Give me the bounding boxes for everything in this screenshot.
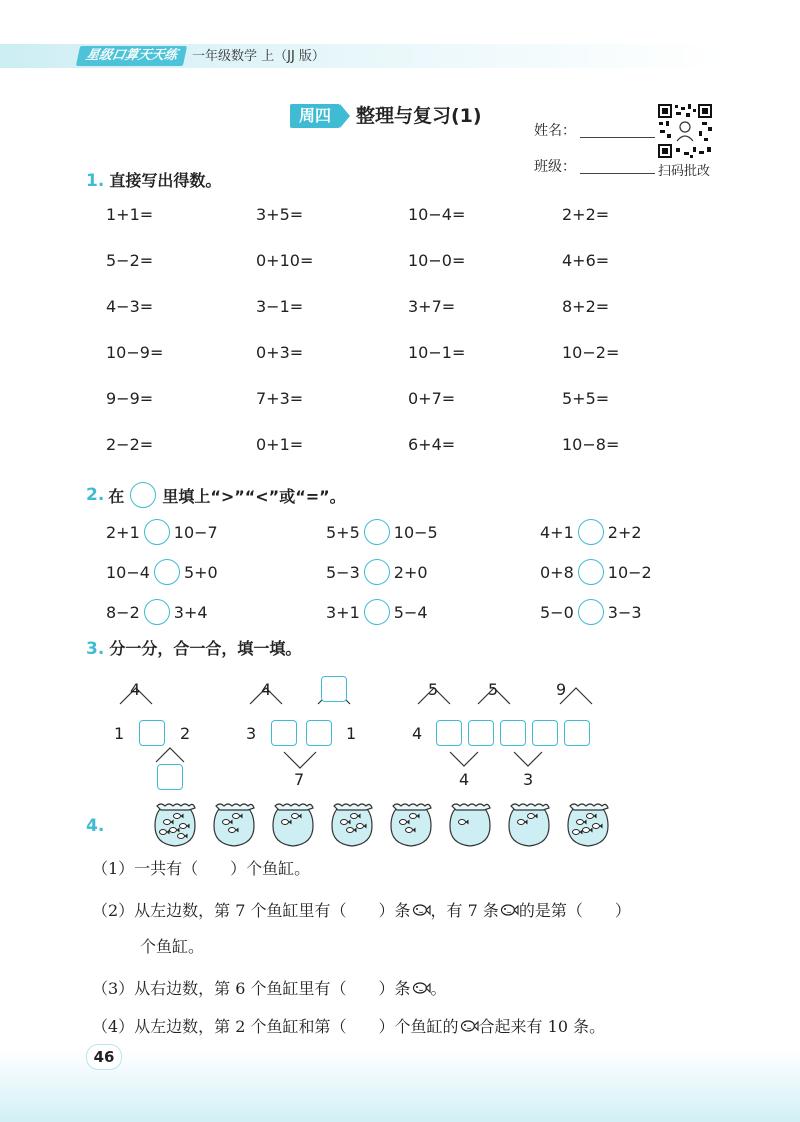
day-badge: 周四 bbox=[290, 104, 340, 128]
bond3-box-5[interactable] bbox=[564, 720, 590, 746]
q4-line2 bbox=[92, 898, 631, 921]
q2-left-expression: 2+1 bbox=[106, 522, 140, 542]
bond2-answer-box-2[interactable] bbox=[306, 720, 332, 746]
q1-expression: 0+1= bbox=[256, 435, 304, 454]
bond1-right: 2 bbox=[180, 724, 191, 743]
bond3-box-1[interactable] bbox=[436, 720, 462, 746]
q1-header bbox=[86, 168, 221, 191]
q2-left-expression: 0+8 bbox=[540, 562, 574, 582]
fish-bowl-icon bbox=[151, 800, 199, 850]
class-field[interactable] bbox=[580, 172, 655, 174]
fish-mark bbox=[583, 828, 590, 833]
scan-label: 扫码批改 bbox=[658, 164, 711, 179]
q2-comparison bbox=[106, 559, 218, 585]
bond3-bottom1-lines bbox=[450, 752, 478, 766]
q2-number: 2. bbox=[86, 485, 105, 505]
bond1-answer-box[interactable] bbox=[139, 720, 165, 746]
fish-mark bbox=[528, 814, 535, 819]
fish-mark bbox=[223, 820, 230, 825]
q2-answer-circle[interactable] bbox=[578, 599, 604, 625]
q2-comparison bbox=[106, 599, 208, 625]
name-field[interactable] bbox=[580, 136, 655, 138]
fish-bowl-icon bbox=[564, 800, 612, 850]
fish-mark bbox=[410, 814, 417, 819]
q1-expression: 0+7= bbox=[408, 389, 456, 408]
q1-expression: 10−2= bbox=[562, 343, 620, 362]
fish-mark bbox=[459, 820, 466, 825]
q2-answer-circle[interactable] bbox=[578, 559, 604, 585]
q2-right-expression: 5+0 bbox=[183, 562, 218, 582]
fish-bowl-icon bbox=[505, 800, 553, 850]
name-label: 姓名： bbox=[534, 123, 576, 139]
q2-left-expression: 4+1 bbox=[540, 522, 574, 542]
q4-line2-c: 的是第（ ） bbox=[518, 901, 631, 920]
fish-icon bbox=[411, 901, 431, 919]
fish-mark bbox=[341, 820, 348, 825]
bond2-top: 4 bbox=[261, 680, 272, 699]
fish-mark bbox=[351, 814, 358, 819]
bond2-bottom: 7 bbox=[294, 770, 305, 789]
q4-line3 bbox=[92, 976, 447, 999]
bond1-top: 4 bbox=[130, 680, 141, 699]
grade-label: 一年级数学 上（JJ 版） bbox=[192, 49, 325, 64]
q2-comparison bbox=[540, 559, 652, 585]
class-label: 班级： bbox=[534, 159, 576, 175]
q2-right-expression: 5−4 bbox=[393, 602, 428, 622]
bond3-top1: 5 bbox=[428, 680, 439, 699]
fish-mark bbox=[292, 814, 299, 819]
q1-expression: 2−2= bbox=[106, 435, 154, 454]
q1-expression: 10−9= bbox=[106, 343, 164, 362]
q1-expression: 5−2= bbox=[106, 251, 154, 270]
q1-expression: 10−0= bbox=[408, 251, 466, 270]
bond1-bottom-lines bbox=[156, 748, 184, 762]
q2-left-expression: 3+1 bbox=[326, 602, 360, 622]
fish-mark bbox=[282, 820, 289, 825]
fish-mark bbox=[180, 824, 187, 829]
q1-expression: 3−1= bbox=[256, 297, 304, 316]
q2-right-expression: 3+4 bbox=[173, 602, 208, 622]
bond2-answer-box-1[interactable] bbox=[271, 720, 297, 746]
fish-bowl-icon bbox=[210, 800, 258, 850]
fish-mark bbox=[357, 824, 364, 829]
page-title: 整理与复习(1) bbox=[356, 105, 482, 127]
q1-expression: 2+2= bbox=[562, 205, 610, 224]
q2-right-expression: 3−3 bbox=[607, 602, 642, 622]
fish-bowl-icon bbox=[328, 800, 376, 850]
q1-expression: 10−8= bbox=[562, 435, 620, 454]
bond3-box-3[interactable] bbox=[500, 720, 526, 746]
q2-left-expression: 5+5 bbox=[326, 522, 360, 542]
fish-mark bbox=[170, 828, 177, 833]
q3-number: 3. bbox=[86, 639, 105, 659]
q2-answer-circle[interactable] bbox=[364, 599, 390, 625]
q4-line3-b: 。 bbox=[430, 979, 447, 998]
bond3-bottom2-lines bbox=[514, 752, 542, 766]
fish-bowl-icon bbox=[269, 800, 317, 850]
q4-line4 bbox=[92, 1014, 605, 1037]
fish-mark bbox=[160, 830, 167, 835]
q1-expression: 5+5= bbox=[562, 389, 610, 408]
fish-icon bbox=[459, 1017, 479, 1035]
q1-expression: 3+5= bbox=[256, 205, 304, 224]
fish-mark bbox=[518, 820, 525, 825]
q1-expression: 0+3= bbox=[256, 343, 304, 362]
q2-answer-circle[interactable] bbox=[154, 559, 180, 585]
bond3-top3: 9 bbox=[556, 680, 567, 699]
q2-prompt-circle-icon bbox=[130, 482, 156, 508]
q2-answer-circle[interactable] bbox=[578, 519, 604, 545]
q2-left-expression: 10−4 bbox=[106, 562, 150, 582]
bond3-box-2[interactable] bbox=[468, 720, 494, 746]
bond2-bottom-lines bbox=[284, 752, 316, 768]
q2-prompt-b: 里填上“>”“<”或“=”。 bbox=[162, 486, 346, 506]
fish-bowl-icon bbox=[446, 800, 494, 850]
fish-mark bbox=[164, 820, 171, 825]
q2-left-expression: 8−2 bbox=[106, 602, 140, 622]
q1-expression: 3+7= bbox=[408, 297, 456, 316]
q1-expression: 7+3= bbox=[256, 389, 304, 408]
fish-mark bbox=[229, 828, 236, 833]
q2-comparison bbox=[326, 559, 428, 585]
fish-icon bbox=[411, 979, 431, 997]
fish-mark bbox=[406, 828, 413, 833]
q1-expression: 6+4= bbox=[408, 435, 456, 454]
q4-line4-b: 合起来有 10 条。 bbox=[478, 1017, 606, 1036]
q1-expression: 4+6= bbox=[562, 251, 610, 270]
q4-line2-b: ，有 7 条 bbox=[430, 901, 499, 920]
series-label: 星级口算天天练 bbox=[76, 46, 187, 66]
q1-prompt: 直接写出得数。 bbox=[109, 171, 222, 190]
bond1-left: 1 bbox=[114, 724, 125, 743]
q4-line4-a: （4）从左边数，第 2 个鱼缸和第（ ）个鱼缸的 bbox=[92, 1017, 459, 1036]
badge-arrow bbox=[340, 104, 350, 128]
q2-comparison bbox=[106, 519, 218, 545]
fish-icon bbox=[499, 901, 519, 919]
bond3-bottom2: 3 bbox=[523, 770, 534, 789]
q2-answer-circle[interactable] bbox=[364, 519, 390, 545]
q2-header bbox=[86, 482, 346, 508]
q4-line2-cont: 个鱼缸。 bbox=[140, 937, 205, 956]
bond3-top2: 5 bbox=[488, 680, 499, 699]
fish-mark bbox=[233, 814, 240, 819]
q2-right-expression: 10−5 bbox=[393, 522, 438, 542]
fish-mark bbox=[587, 814, 594, 819]
q2-right-expression: 2+2 bbox=[607, 522, 642, 542]
q2-comparison bbox=[326, 599, 428, 625]
q2-right-expression: 10−7 bbox=[173, 522, 218, 542]
fish-mark bbox=[593, 824, 600, 829]
page-number: 46 bbox=[86, 1044, 122, 1070]
q2-answer-circle[interactable] bbox=[144, 599, 170, 625]
q3-header bbox=[86, 636, 301, 659]
q4-line3-a: （3）从右边数，第 6 个鱼缸里有（ ）条 bbox=[92, 979, 411, 998]
q1-number: 1. bbox=[86, 171, 105, 191]
bond3-box-4[interactable] bbox=[532, 720, 558, 746]
bond2-left: 3 bbox=[246, 724, 257, 743]
fish-mark bbox=[577, 820, 584, 825]
fish-mark bbox=[347, 828, 354, 833]
fish-mark bbox=[178, 834, 185, 839]
fish-bowl-icon bbox=[387, 800, 435, 850]
q2-comparison bbox=[540, 599, 642, 625]
q2-prompt-a: 在 bbox=[108, 486, 125, 506]
q3-prompt: 分一分，合一合，填一填。 bbox=[109, 639, 302, 658]
bond3-left: 4 bbox=[412, 724, 423, 743]
q2-comparison bbox=[326, 519, 438, 545]
q2-right-expression: 2+0 bbox=[393, 562, 428, 582]
q1-expression: 10−1= bbox=[408, 343, 466, 362]
q2-left-expression: 5−0 bbox=[540, 602, 574, 622]
q2-right-expression: 10−2 bbox=[607, 562, 652, 582]
bond2-top-box[interactable] bbox=[321, 676, 347, 702]
fish-mark bbox=[174, 814, 181, 819]
q4-number: 4. bbox=[86, 816, 105, 836]
bond2-right: 1 bbox=[346, 724, 357, 743]
q1-expression: 4−3= bbox=[106, 297, 154, 316]
bond3-bottom1: 4 bbox=[459, 770, 470, 789]
q2-left-expression: 5−3 bbox=[326, 562, 360, 582]
fish-mark bbox=[400, 820, 407, 825]
fish-mark bbox=[573, 830, 580, 835]
q1-expression: 9−9= bbox=[106, 389, 154, 408]
q1-expression: 0+10= bbox=[256, 251, 314, 270]
q4-line1: （1）一共有（ ）个鱼缸。 bbox=[92, 859, 311, 878]
q1-expression: 1+1= bbox=[106, 205, 154, 224]
q2-answer-circle[interactable] bbox=[144, 519, 170, 545]
bond1-bottom-box[interactable] bbox=[157, 764, 183, 790]
qr-code-icon[interactable] bbox=[657, 103, 713, 159]
q2-comparison bbox=[540, 519, 642, 545]
q4-line2-a: （2）从左边数，第 7 个鱼缸里有（ ）条 bbox=[92, 901, 411, 920]
q1-expression: 8+2= bbox=[562, 297, 610, 316]
q1-expression: 10−4= bbox=[408, 205, 466, 224]
q2-answer-circle[interactable] bbox=[364, 559, 390, 585]
